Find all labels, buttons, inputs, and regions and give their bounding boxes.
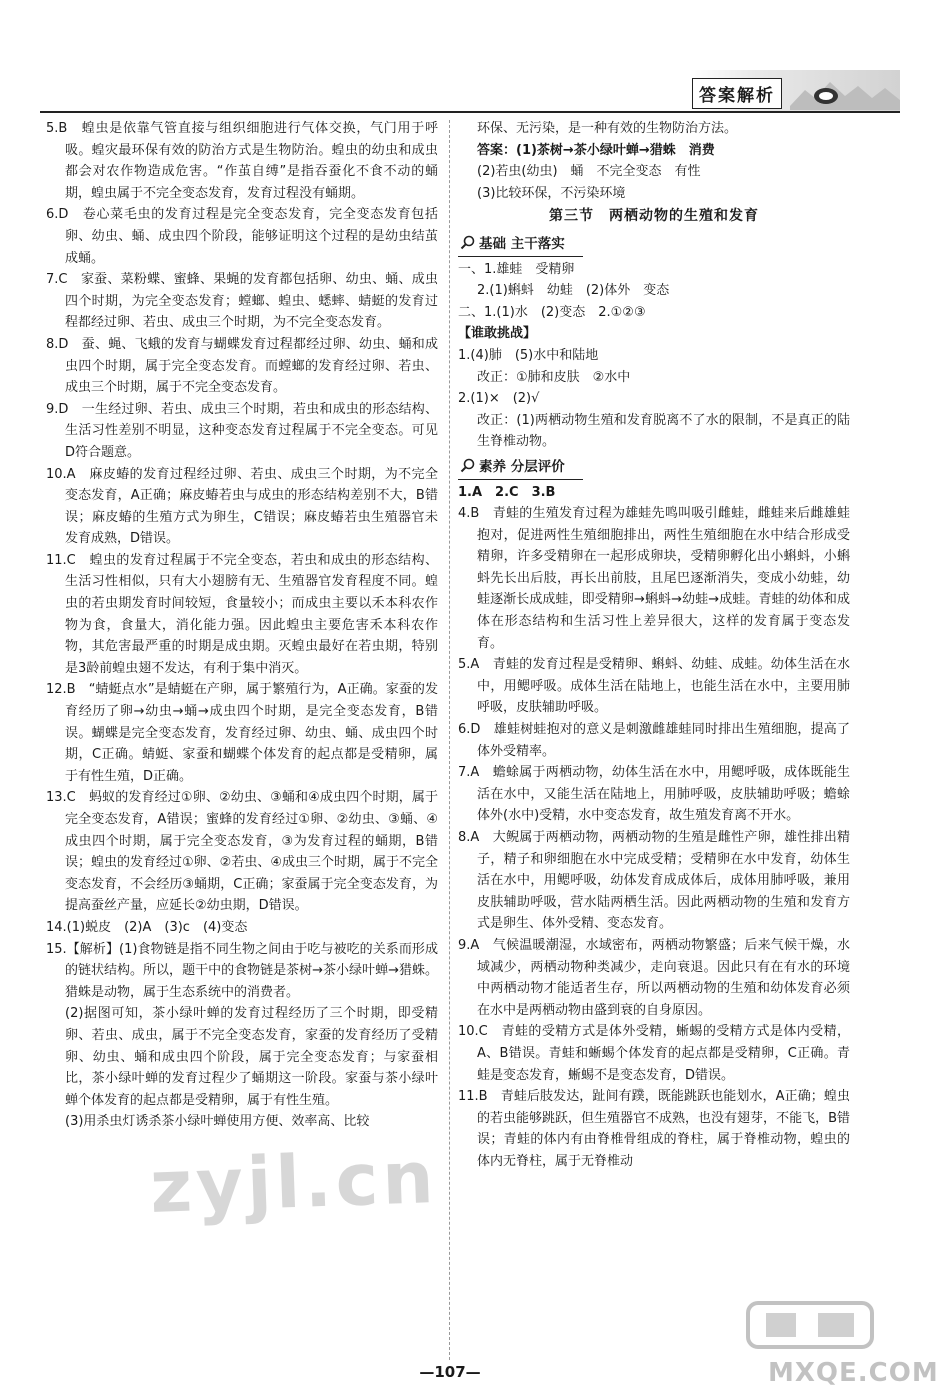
answer-line: 2.(1)× (2)√ <box>458 391 540 407</box>
answer-item: 14.(1)蜕皮 (2)A (3)c (4)变态 <box>46 919 248 935</box>
answer-item: 1.A 2.C 3.B <box>458 484 556 500</box>
answer-item: (3)用杀虫灯诱杀茶小绿叶蝉使用方便、效率高、比较 <box>65 1114 370 1130</box>
magnifier-icon <box>460 235 476 251</box>
answer-item: 7.A 蟾蜍属于两栖动物，幼体生活在水中，用鳃呼吸，成体既能生活在水中，又能生活在陆地上，用肺呼吸，皮肤辅助呼吸；蟾蜍体外(水中)受精，水中变态发育，故生殖发育离不开水。 <box>458 765 850 824</box>
answer-item: 5.A 青蛙的发育过程是受精卵、蝌蚪、幼蛙、成蛙。幼体生活在水中，用鳃呼吸。成体生活在陆地上，也能生活在水中，主要用肺呼吸，皮肤辅助呼吸。 <box>458 657 850 716</box>
basic-heading <box>458 234 583 257</box>
section-title: 第三节 两栖动物的生殖和发育 <box>549 208 759 225</box>
page-number: —107— <box>419 1363 481 1381</box>
answer-line: (2)若虫(幼虫) 蛹 不完全变态 有性 <box>477 164 701 180</box>
corner-watermark: MXQE.COM <box>768 1358 939 1388</box>
answer-item: 10.A 麻皮蝽的发育过程经过卵、若虫、成虫三个时期，为不完全变态发育，A正确；麻皮蝽若虫与成虫的形态结构差别不大，B错误；麻皮蝽的生殖方式为卵生，C错误；麻皮蝽若虫生殖器官未发育成熟，D错误。 <box>46 466 438 547</box>
answer-item: 15.【解析】(1)食物链是指不同生物之间由于吃与被吃的关系而形成的链状结构。所以，题干中的食物链是茶树→茶小绿叶蝉→猎蛛。猎蛛是动物，属于生态系统中的消费者。 <box>46 941 438 1000</box>
mountain-landscape-icon <box>790 76 900 110</box>
answer-item: 7.C 家蚕、菜粉蝶、蜜蜂、果蝇的发育都包括卵、幼虫、蛹、成虫四个时期，为完全变态发育；螳螂、蝗虫、蟋蟀、蜻蜓的发育过程都经过卵、若虫、成虫三个时期，为不完全变态发育。 <box>46 272 438 331</box>
answer-item: 8.A 大鲵属于两栖动物，两栖动物的生殖是雌性产卵，雄性排出精子，精子和卵细胞在水中完成受精；受精卵在水中发育，幼体生活在水中，用鳃呼吸，幼体发育成成体后，成体用肺呼吸，兼用皮肤辅助呼吸，营水陆两栖生活。因此两栖动物的生殖和发育方式是卵生、体外受精、变态发育。 <box>458 830 850 932</box>
answer-line: (3)比较环保，不污染环境 <box>477 185 626 201</box>
challenge-heading: 【谁敢挑战】 <box>458 326 537 342</box>
column-divider <box>449 120 451 1360</box>
answer-line: 二、1.(1)水 (2)变态 2.①②③ <box>458 304 646 320</box>
answer-item: 11.B 青蛙后肢发达，趾间有蹼，既能跳跃也能划水，A正确；蝗虫的若虫能够跳跃，但生殖器官不成熟，也没有翅芽，不能飞，B错误；青蛙的体内有由脊椎骨组成的脊柱，属于脊椎动物，蝗虫的体内无脊柱，属于无脊椎动 <box>458 1089 850 1169</box>
answer-line: 环保、无污染，是一种有效的生物防治方法。 <box>477 121 738 136</box>
eval-heading <box>458 457 583 480</box>
answer-item: 6.D 雄蛙树蛙抱对的意义是刺激雌雄蛙同时排出生殖细胞，提高了体外受精率。 <box>458 722 850 759</box>
answer-item: (2)据图可知，茶小绿叶蝉的发育过程经历了三个时期，即受精卵、若虫、成虫，属于不完全变态发育，家蚕的发育经历了受精卵、幼虫、蛹和成虫四个阶段，属于完全变态发育；与家蚕相比，茶小绿叶蝉的发育过程少了蛹期这一阶段。家蚕与茶小绿叶蝉个体发育的起点都是受精卵，属于有性生殖。 <box>65 1006 438 1108</box>
header-divider <box>40 111 900 113</box>
answer-line: 改正：(1)两栖动物生殖和发育脱离不了水的限制，不是真正的陆生脊椎动物。 <box>477 412 850 450</box>
answer-line: 2.(1)蝌蚪 幼蛙 (2)体外 变态 <box>477 283 670 299</box>
answer-line: 一、1.雄蛙 受精卵 <box>458 261 575 277</box>
answer-item: 4.B 青蛙的生殖发育过程为雄蛙先鸣叫吸引雌蛙，雌蛙来后雌雄蛙抱对，促进两性生殖细胞排出，两性生殖细胞在水中结合形成受精卵，许多受精卵在一起形成卵块，受精卵孵化出小蝌蚪，小蝌蚪先长出后肢，再长出前肢，且尾巴逐渐消失，变成小幼蛙，幼蛙逐渐长成成蛙，即受精卵→蝌蚪→幼蛙→成蛙。青蛙的幼体和成体在形态结构和生活习性上差异很大，这样的发育属于变态发育。 <box>458 506 850 651</box>
answer-item: 9.A 气候温暖潮湿，水域密布，两栖动物繁盛；后来气候干燥，水域减少，两栖动物种类减少，走向衰退。因此只有在有水的环境中两栖动物才能适者生存，所以两栖动物的生殖和幼体发育必须在水中是两栖动物由盛到衰的自身原因。 <box>458 937 850 1018</box>
watermark-logo-icon <box>740 1295 880 1355</box>
answer-item: 13.C 蚂蚁的发育经过①卵、②幼虫、③蛹和④成虫四个时期，属于完全变态发育，A错误；蜜蜂的发育经过①卵、②幼虫、③蛹、④成虫四个时期，属于完全变态发育，③为发育过程的蛹期，B错误；蝗虫的发育经过①卵、②若虫、④成虫三个时期，属于不完全变态发育，不会经历③蛹期，C正确；家蚕属于完全变态发育，为提高蚕丝产量，应延长②幼虫期，D错误。 <box>46 790 438 914</box>
answer-item: 9.D 一生经过卵、若虫、成虫三个时期，若虫和成虫的形态结构、生活习性差别不明显，这种变态发育过程属于不完全变态。可见D符合题意。 <box>46 401 438 460</box>
page-header-title: 答案解析 <box>692 78 782 109</box>
answer-line: 1.(4)肺 (5)水中和陆地 <box>458 347 599 363</box>
answer-item: 6.D 卷心菜毛虫的发育过程是完全变态发育，完全变态发育包括卵、幼虫、蛹、成虫四个阶段，能够证明这个过程的是幼虫结茧成蛹。 <box>46 207 438 266</box>
answer-line: 改正：①肺和皮肤 ②水中 <box>477 369 631 385</box>
answer-item: 10.C 青蛙的受精方式是体外受精，蜥蜴的受精方式是体内受精，A、B错误。青蛙和蜥蜴个体发育的起点都是受精卵，C正确。青蛙是变态发育，蜥蜴不是变态发育，D错误。 <box>458 1024 850 1083</box>
basic-heading-text: 基础 主干落实 <box>479 235 565 252</box>
watermark: zyjl.cn <box>148 1135 439 1229</box>
answer-item: 5.B 蝗虫是依靠气管直接与组织细胞进行气体交换，气门用于呼吸。蝗灾最环保有效的防治方式是生物防治。蝗虫的幼虫和成虫都会对农作物造成危害。“作茧自缚”是指吞蚕化不食不动的蛹期，蝗虫属于不完全变态发育，发育过程没有蛹期。 <box>46 121 438 201</box>
answer-line: 答案：(1)茶树→茶小绿叶蝉→猎蛛 消费 <box>477 142 715 158</box>
right-column <box>458 118 850 1173</box>
eval-heading-text: 素养 分层评价 <box>479 458 565 475</box>
answer-item: 11.C 蝗虫的发育过程属于不完全变态，若虫和成虫的形态结构、生活习性相似，只有大小翅膀有无、生殖器官发育程度不同。蝗虫的若虫期发育时间较短，食量较小；而成虫主要以禾本科农作物为食，食量大，消化能力强。因此蝗虫主要危害禾本科农作物，其危害最严重的时期是成虫期。灭蝗虫最好在若虫期，特别是3龄前蝗虫翅不发达，有利于集中消灭。 <box>46 552 438 676</box>
answer-item: 12.B “蜻蜓点水”是蜻蜓在产卵，属于繁殖行为，A正确。家蚕的发育经历了卵→幼虫→蛹→成虫四个时期，是完全变态发育，B错误。蝴蝶是完全变态发育，发育经过卵、幼虫、蛹、成虫四个时期，C正确。蜻蜓、家蚕和蝴蝶个体发育的起点都是受精卵，属于有性生殖，D正确。 <box>46 682 438 784</box>
left-column <box>46 118 438 1133</box>
answer-item: 8.D 蚕、蝇、飞蛾的发育与蝴蝶发育过程都经过卵、幼虫、蛹和成虫四个时期，属于完全变态发育。而螳螂的发育经过卵、若虫、成虫三个时期，属于不完全变态发育。 <box>46 336 438 396</box>
magnifier-icon <box>460 458 476 474</box>
